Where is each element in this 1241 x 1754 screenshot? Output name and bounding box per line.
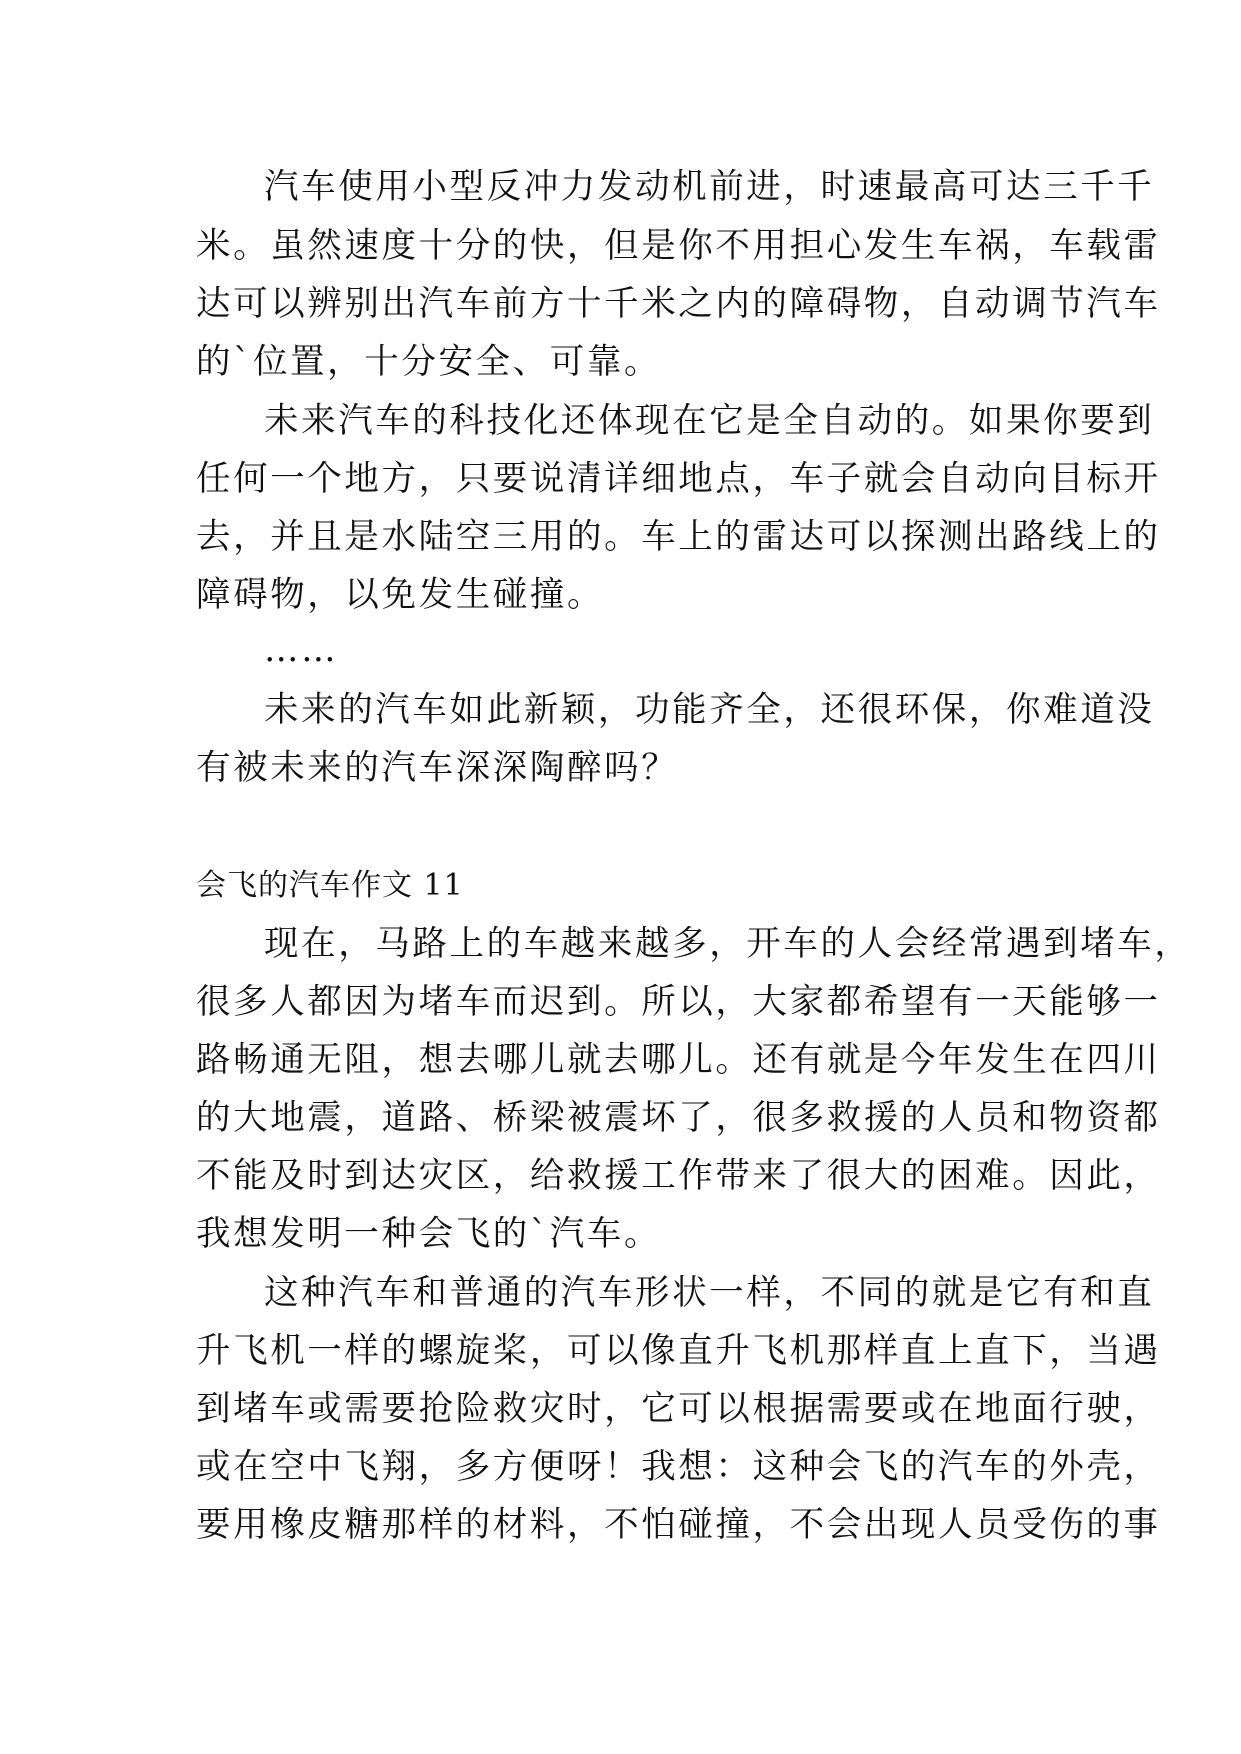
paragraph-5-line-2: 升飞机一样的螺旋桨，可以像直升飞机那样直上直下，当遇 [196, 1331, 1161, 1371]
paragraph-5-line-3: 到堵车或需要抢险救灾时，它可以根据需要或在地面行驶， [196, 1389, 1161, 1429]
paragraph-2-line-2: 任何一个地方，只要说清详细地点，车子就会自动向目标开 [196, 459, 1161, 499]
paragraph-5-line-4: 或在空中飞翔，多方便呀！我想：这种会飞的汽车的外壳， [196, 1447, 1161, 1487]
paragraph-4-line-3: 路畅通无阻，想去哪儿就去哪儿。还有就是今年发生在四川 [196, 1040, 1161, 1080]
paragraph-2-line-3: 去，并且是水陆空三用的。车上的雷达可以探测出路线上的 [196, 517, 1161, 557]
paragraph-1-line-1: 汽车使用小型反冲力发动机前进，时速最高可达三千千 [264, 167, 1155, 207]
paragraph-3-line-1: 未来的汽车如此新颖，功能齐全，还很环保，你难道没 [264, 690, 1155, 730]
paragraph-2-line-4: 障碍物，以免发生碰撞。 [196, 575, 605, 615]
paragraph-4-line-2: 很多人都因为堵车而迟到。所以，大家都希望有一天能够一 [196, 982, 1161, 1022]
ellipsis: …… [264, 630, 339, 670]
paragraph-1-line-4: 的`位置，十分安全、可靠。 [196, 342, 662, 382]
section-title: 会飞的汽车作文 11 [196, 868, 464, 903]
paragraph-3-line-2: 有被未来的汽车深深陶醉吗？ [196, 748, 679, 788]
paragraph-4-line-4: 的大地震，道路、桥梁被震坏了，很多救援的人员和物资都 [196, 1098, 1161, 1138]
paragraph-1-line-3: 达可以辨别出汽车前方十千米之内的障碍物，自动调节汽车 [196, 284, 1161, 324]
paragraph-4-line-6: 我想发明一种会飞的`汽车。 [196, 1214, 662, 1254]
paragraph-1-line-2: 米。虽然速度十分的快，但是你不用担心发生车祸，车载雷 [196, 226, 1161, 266]
paragraph-2-line-1: 未来汽车的科技化还体现在它是全自动的。如果你要到 [264, 401, 1155, 441]
paragraph-4-line-5: 不能及时到达灾区，给救援工作带来了很大的困难。因此， [196, 1156, 1161, 1196]
paragraph-5-line-1: 这种汽车和普通的汽车形状一样，不同的就是它有和直 [264, 1273, 1155, 1313]
paragraph-5-line-5: 要用橡皮糖那样的材料，不怕碰撞，不会出现人员受伤的事 [196, 1505, 1161, 1545]
paragraph-4-line-1: 现在，马路上的车越来越多，开车的人会经常遇到堵车， [264, 924, 1192, 964]
